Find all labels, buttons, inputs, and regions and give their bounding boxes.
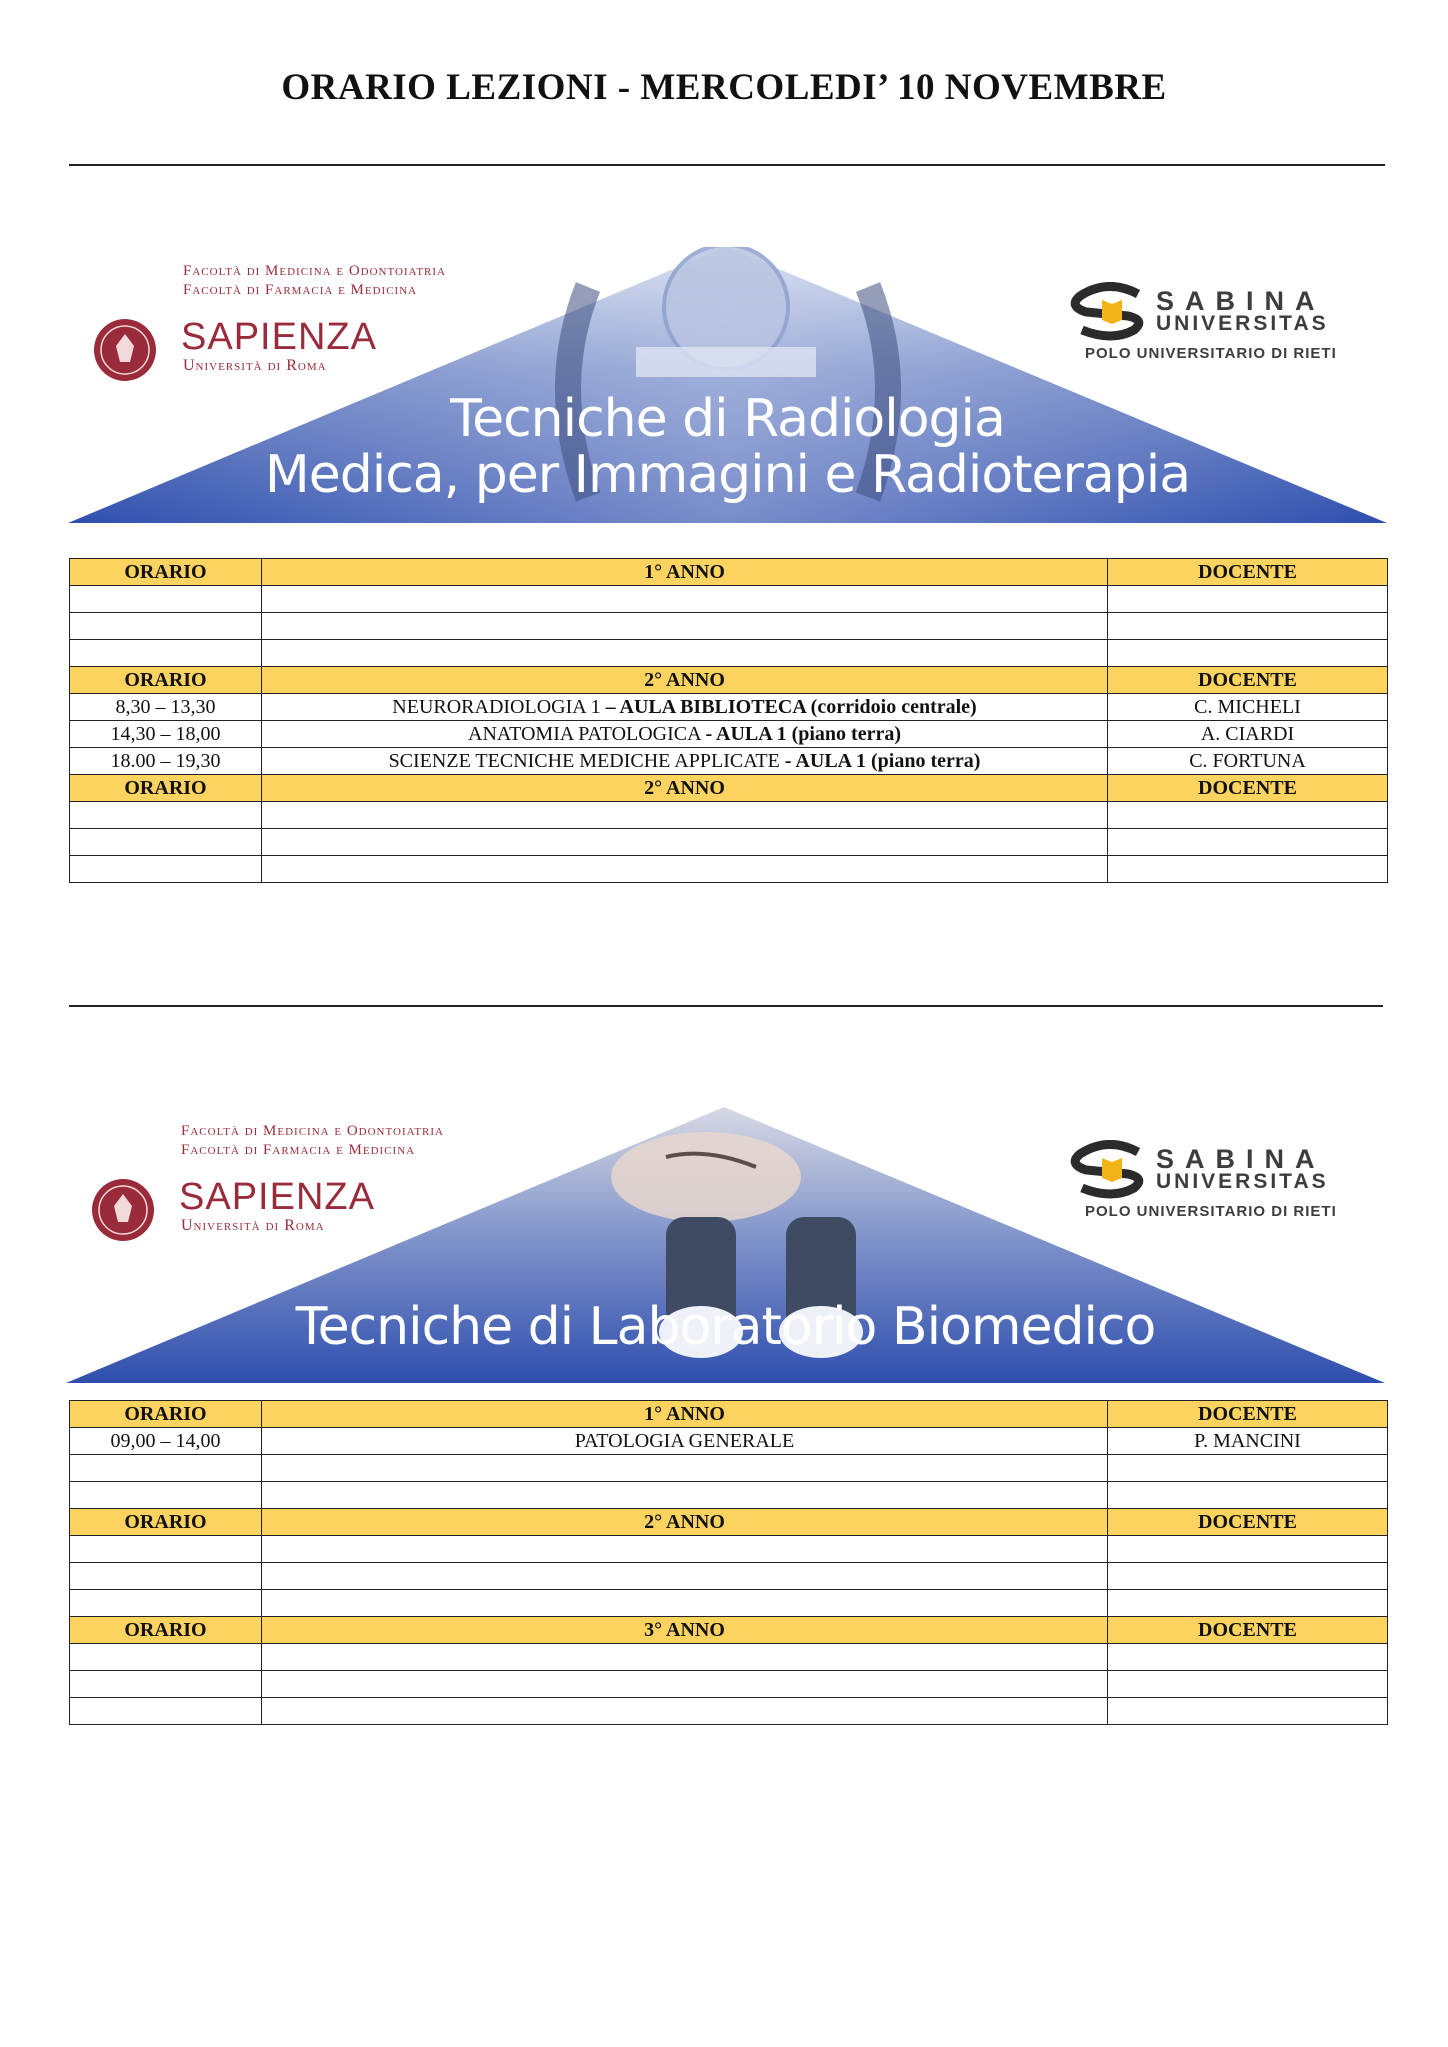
table-header-row (70, 1617, 1388, 1644)
cell-teacher (1108, 856, 1388, 883)
table-row (70, 802, 1388, 829)
table-row (70, 640, 1388, 667)
sabina-logo (1068, 282, 1368, 362)
header-teacher: DOCENTE (1108, 1617, 1388, 1644)
table-header-row (70, 1401, 1388, 1428)
cell-time: 14,30 – 18,00 (70, 721, 262, 748)
header-teacher: DOCENTE (1108, 775, 1388, 802)
header-teacher: DOCENTE (1108, 667, 1388, 694)
cell-teacher (1108, 1455, 1388, 1482)
banner-title-line1: Tecniche di Laboratorio Biomedico (295, 1297, 1156, 1357)
cell-course: SCIENZE TECNICHE MEDICHE APPLICATE - AULA 1 (piano terra) (262, 748, 1108, 775)
banner-title-line1: Tecniche di Radiologia (450, 389, 1005, 449)
cell-teacher: C. MICHELI (1108, 694, 1388, 721)
table-row (70, 721, 1388, 748)
cell-time (70, 829, 262, 856)
sapienza-logo (90, 1122, 490, 1257)
header-time: ORARIO (70, 775, 262, 802)
table-row (70, 829, 1388, 856)
cell-course: NEURORADIOLOGIA 1 – AULA BIBLIOTECA (corridoio centrale) (262, 694, 1108, 721)
sabina-book-icon (1068, 1140, 1164, 1200)
cell-course: ANATOMIA PATOLOGICA - AULA 1 (piano terra) (262, 721, 1108, 748)
top-divider (69, 164, 1385, 166)
sabina-word: SABINA (1156, 1144, 1326, 1174)
table-row (70, 1428, 1388, 1455)
cell-course (262, 1482, 1108, 1509)
cell-teacher (1108, 1536, 1388, 1563)
cell-time (70, 1698, 262, 1725)
cell-teacher (1108, 586, 1388, 613)
table-row (70, 1671, 1388, 1698)
table-row (70, 613, 1388, 640)
header-year: 1° ANNO (262, 1401, 1108, 1428)
cell-course (262, 829, 1108, 856)
cell-time: 8,30 – 13,30 (70, 694, 262, 721)
cell-time (70, 802, 262, 829)
faculty-line-1: Facoltà di Medicina e Odontoiatria (181, 1123, 444, 1139)
cell-time (70, 1671, 262, 1698)
header-time: ORARIO (70, 1401, 262, 1428)
cell-teacher: P. MANCINI (1108, 1428, 1388, 1455)
page-title: ORARIO LEZIONI - MERCOLEDI’ 10 NOVEMBRE (281, 67, 1167, 108)
table-row (70, 1644, 1388, 1671)
header-time: ORARIO (70, 667, 262, 694)
cell-time (70, 1482, 262, 1509)
cell-teacher (1108, 1644, 1388, 1671)
table-row (70, 1482, 1388, 1509)
sabina-logo (1068, 1140, 1368, 1220)
universitas-word: UNIVERSITAS (1156, 1170, 1329, 1193)
cell-teacher (1108, 640, 1388, 667)
header-time: ORARIO (70, 1617, 262, 1644)
cell-course (262, 1563, 1108, 1590)
faculty-line-2: Facoltà di Farmacia e Medicina (181, 1142, 416, 1158)
banner-title-line2: Medica, per Immagini e Radioterapia (264, 445, 1191, 505)
sapienza-sub: Università di Roma (181, 1217, 325, 1234)
sapienza-seal-icon (90, 1170, 156, 1250)
cell-time (70, 613, 262, 640)
cell-teacher (1108, 1590, 1388, 1617)
cell-teacher (1108, 1698, 1388, 1725)
cell-time (70, 1455, 262, 1482)
cell-teacher (1108, 829, 1388, 856)
header-year: 3° ANNO (262, 1617, 1108, 1644)
cell-teacher (1108, 613, 1388, 640)
table-row (70, 1698, 1388, 1725)
table-row (70, 1536, 1388, 1563)
table-row (70, 586, 1388, 613)
header-teacher: DOCENTE (1108, 1401, 1388, 1428)
cell-time: 09,00 – 14,00 (70, 1428, 262, 1455)
cell-teacher (1108, 1671, 1388, 1698)
table-header-row (70, 667, 1388, 694)
cell-teacher (1108, 1482, 1388, 1509)
sapienza-name: SAPIENZA (179, 1176, 375, 1218)
cell-time: 18.00 – 19,30 (70, 748, 262, 775)
schedule-table-radiologia (69, 558, 1388, 883)
cell-course (262, 1644, 1108, 1671)
cell-course (262, 1698, 1108, 1725)
schedule-table-laboratorio (69, 1400, 1388, 1725)
middle-divider (69, 1005, 1383, 1007)
table-row (70, 856, 1388, 883)
faculty-line-1: Facoltà di Medicina e Odontoiatria (183, 263, 446, 279)
header-year: 2° ANNO (262, 1509, 1108, 1536)
table-row (70, 694, 1388, 721)
sabina-book-icon (1068, 282, 1164, 342)
cell-course (262, 1455, 1108, 1482)
cell-course (262, 640, 1108, 667)
cell-time (70, 586, 262, 613)
table-row (70, 748, 1388, 775)
table-row (70, 1590, 1388, 1617)
polo-rieti: POLO UNIVERSITARIO DI RIETI (1085, 345, 1337, 362)
polo-rieti: POLO UNIVERSITARIO DI RIETI (1085, 1203, 1337, 1220)
cell-teacher (1108, 802, 1388, 829)
sapienza-seal-icon (92, 310, 158, 390)
header-teacher: DOCENTE (1108, 559, 1388, 586)
header-year: 1° ANNO (262, 559, 1108, 586)
header-year: 2° ANNO (262, 775, 1108, 802)
header-time: ORARIO (70, 1509, 262, 1536)
cell-time (70, 1644, 262, 1671)
sapienza-logo (92, 262, 492, 397)
cell-course (262, 856, 1108, 883)
faculty-line-2: Facoltà di Farmacia e Medicina (183, 282, 418, 298)
sabina-word: SABINA (1156, 286, 1326, 316)
sapienza-name: SAPIENZA (181, 316, 377, 358)
cell-time (70, 1536, 262, 1563)
cell-time (70, 856, 262, 883)
cell-time (70, 1563, 262, 1590)
table-header-row (70, 559, 1388, 586)
table-row (70, 1455, 1388, 1482)
cell-course (262, 802, 1108, 829)
cell-course (262, 613, 1108, 640)
cell-course (262, 1536, 1108, 1563)
table-header-row (70, 775, 1388, 802)
cell-teacher: C. FORTUNA (1108, 748, 1388, 775)
header-time: ORARIO (70, 559, 262, 586)
cell-teacher (1108, 1563, 1388, 1590)
header-year: 2° ANNO (262, 667, 1108, 694)
cell-teacher: A. CIARDI (1108, 721, 1388, 748)
universitas-word: UNIVERSITAS (1156, 312, 1329, 335)
header-teacher: DOCENTE (1108, 1509, 1388, 1536)
cell-time (70, 1590, 262, 1617)
cell-course (262, 586, 1108, 613)
cell-course (262, 1590, 1108, 1617)
cell-time (70, 640, 262, 667)
table-row (70, 1563, 1388, 1590)
cell-course (262, 1671, 1108, 1698)
sapienza-sub: Università di Roma (183, 357, 327, 374)
table-header-row (70, 1509, 1388, 1536)
cell-course: PATOLOGIA GENERALE (262, 1428, 1108, 1455)
